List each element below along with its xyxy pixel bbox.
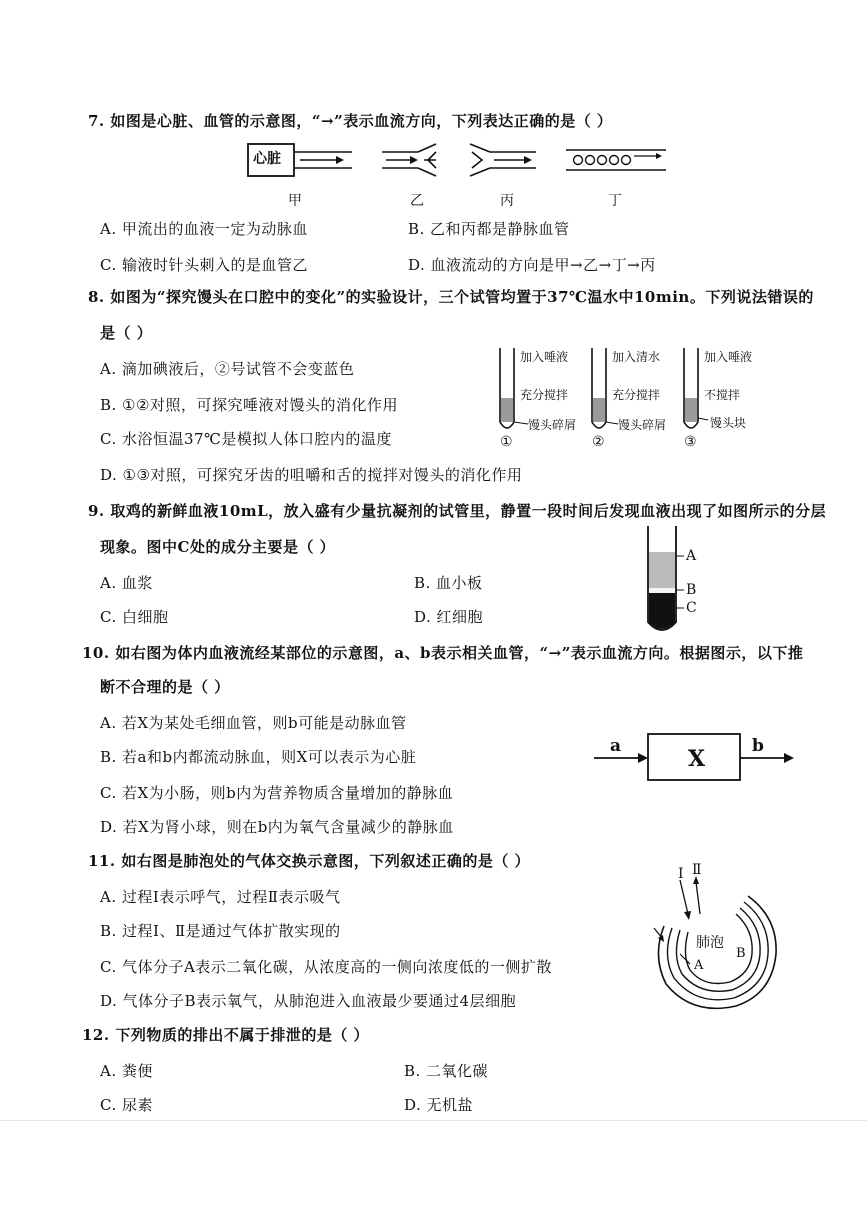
q7-label-ding: 丁 — [608, 193, 622, 209]
q12-stem: 12. 下列物质的排出不属于排泄的是（ ） — [82, 1026, 370, 1044]
q8-stem-cont: 是（ ） — [100, 324, 153, 342]
q10-option-a: A. 若X为某处毛细血管，则b可能是动脉血管 — [100, 714, 407, 732]
q7-figure — [240, 138, 680, 182]
q7-option-c: C. 输液时针头刺入的是血管乙 — [100, 256, 308, 274]
q9-option-d: D. 红细胞 — [414, 608, 484, 626]
tube3-num: ③ — [684, 434, 697, 450]
q8-option-d: D. ①③对照，可探究牙齿的咀嚼和舌的搅拌对馒头的消化作用 — [100, 466, 523, 484]
tube3-add: 加入唾液 — [704, 350, 753, 364]
q9-stem: 9. 取鸡的新鲜血液10mL，放入盛有少量抗凝剂的试管里，静置一段时间后发现血液出现了如图所示的分层 — [88, 502, 827, 520]
q9-blood-tube-figure — [644, 522, 700, 640]
q12-option-b: B. 二氧化碳 — [404, 1062, 489, 1080]
q11-option-b: B. 过程Ⅰ、Ⅱ是通过气体扩散实现的 — [100, 922, 341, 940]
q11-label-alveolus: 肺泡 — [696, 935, 724, 951]
q7-label-jia: 甲 — [288, 193, 302, 209]
q8-option-b: B. ①②对照，可探究唾液对馒头的消化作用 — [100, 396, 398, 414]
q11-option-c: C. 气体分子A表示二氧化碳，从浓度高的一侧向浓度低的一侧扩散 — [100, 958, 552, 976]
q7-label-yi: 乙 — [410, 193, 424, 209]
tube1-food: 馒头碎屑 — [528, 418, 577, 432]
q8-option-c: C. 水浴恒温37℃是模拟人体口腔内的温度 — [100, 430, 392, 448]
q9-label-c: C — [686, 600, 697, 616]
q8-stem: 8. 如图为“探究馒头在口腔中的变化”的实验设计，三个试管均置于37℃温水中10min。下列说法错误的 — [88, 288, 814, 306]
q7-label-bing: 丙 — [500, 193, 514, 209]
q10-label-a: a — [610, 736, 622, 756]
q12-option-a: A. 粪便 — [100, 1062, 153, 1080]
q7-option-a: A. 甲流出的血液一定为动脉血 — [100, 220, 308, 238]
q10-label-x: X — [688, 746, 706, 772]
q9-label-a: A — [686, 548, 697, 564]
q11-option-d: D. 气体分子B表示氧气，从肺泡进入血液最少要通过4层细胞 — [100, 992, 517, 1010]
q11-label-b: B — [736, 946, 746, 961]
q9-stem-cont: 现象。图中C处的成分主要是（ ） — [100, 538, 336, 556]
tube2-food: 馒头碎屑 — [618, 418, 667, 432]
tube1-action: 充分搅拌 — [520, 388, 569, 402]
tube1-add: 加入唾液 — [520, 350, 569, 364]
q10-option-c: C. 若X为小肠，则b内为营养物质含量增加的静脉血 — [100, 784, 454, 802]
tube2-num: ② — [592, 434, 605, 450]
q9-option-b: B. 血小板 — [414, 574, 483, 592]
q10-label-b: b — [752, 736, 764, 756]
q9-label-b: B — [686, 582, 697, 598]
q11-label-process-1: Ⅰ — [678, 866, 684, 882]
q11-option-a: A. 过程Ⅰ表示呼气，过程Ⅱ表示吸气 — [100, 888, 341, 906]
q7-stem: 7. 如图是心脏、血管的示意图，“→”表示血流方向，下列表达正确的是（ ） — [88, 112, 613, 130]
q11-stem: 11. 如右图是肺泡处的气体交换示意图，下列叙述正确的是（ ） — [88, 852, 531, 870]
q9-option-a: A. 血浆 — [100, 574, 153, 592]
tube3-food: 馒头块 — [710, 416, 747, 430]
q10-stem-cont: 断不合理的是（ ） — [100, 678, 230, 696]
page-bottom-divider — [0, 1120, 867, 1121]
q7-option-d: D. 血液流动的方向是甲→乙→丁→丙 — [408, 256, 656, 274]
q10-option-d: D. 若X为肾小球，则在b内为氧气含量减少的静脉血 — [100, 818, 454, 836]
tube2-add: 加入清水 — [612, 350, 661, 364]
q7-option-b: B. 乙和丙都是静脉血管 — [408, 220, 570, 238]
tube3-action: 不搅拌 — [704, 388, 741, 402]
q11-label-a: A — [694, 958, 704, 973]
q12-option-c: C. 尿素 — [100, 1096, 153, 1114]
q10-option-b: B. 若a和b内都流动脉血，则X可以表示为心脏 — [100, 748, 417, 766]
heart-box-label: 心脏 — [253, 151, 281, 167]
tube2-action: 充分搅拌 — [612, 388, 661, 402]
q10-stem: 10. 如右图为体内血液流经某部位的示意图，a、b表示相关血管，“→”表示血流方向。根据图示，以下推 — [82, 644, 804, 662]
q9-option-c: C. 白细胞 — [100, 608, 169, 626]
q12-option-d: D. 无机盐 — [404, 1096, 474, 1114]
q8-option-a: A. 滴加碘液后，②号试管不会变蓝色 — [100, 360, 355, 378]
q11-label-process-2: Ⅱ — [692, 862, 702, 878]
tube1-num: ① — [500, 434, 513, 450]
